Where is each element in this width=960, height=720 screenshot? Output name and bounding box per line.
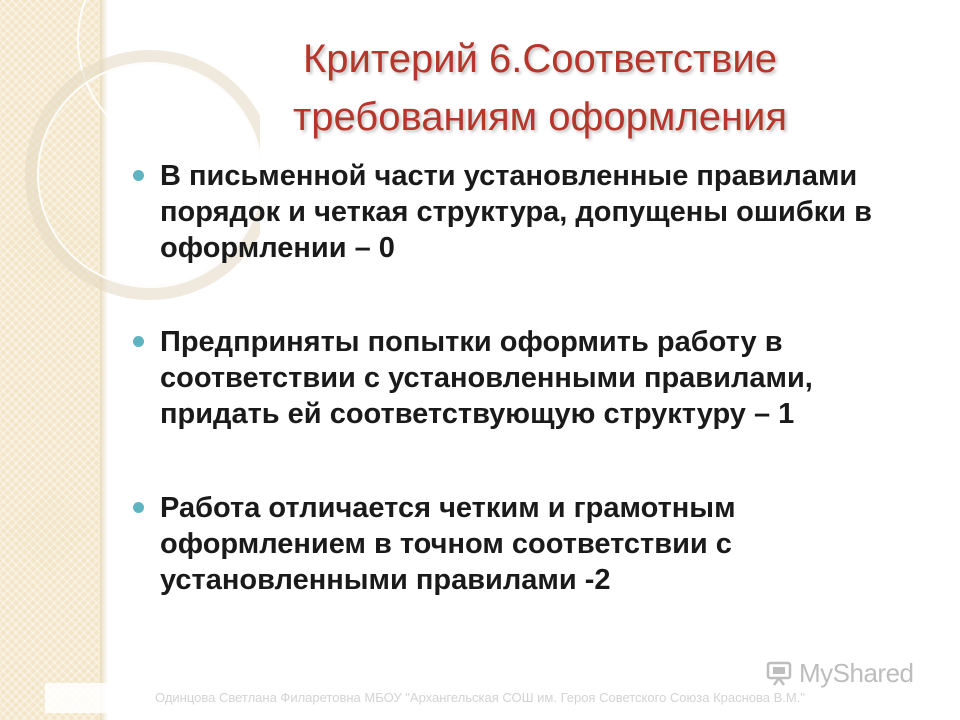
bullet-item-1 — [133, 158, 923, 266]
slide-title — [150, 30, 930, 146]
bullet-dot-icon — [133, 170, 144, 181]
title-line-2: требованиям оформления — [292, 95, 788, 139]
title-line-1: Критерий 6.Соответствие — [303, 37, 777, 81]
bullet-dot-icon — [133, 336, 144, 347]
bullet-dot-icon — [133, 502, 144, 513]
bullet-list — [133, 158, 923, 598]
watermark — [765, 655, 914, 691]
bullet-item-3 — [133, 490, 923, 598]
watermark-text: MyShared — [799, 657, 914, 688]
bullet-text-1: В письменной части установленные правилами порядок и четкая структура, допущены ошибки в оформлении – 0 — [160, 160, 872, 264]
presentation-board-icon — [765, 659, 793, 687]
bullet-text-2: Предприняты попытки оформить работу в соответствии с установленными правилами, придать ей соответствующую структуру – 1 — [160, 326, 813, 430]
bullet-text-3: Работа отличается четким и грамотным оформлением в точном соответствии с установленными правилами -2 — [160, 492, 736, 596]
slide-footer: Одинцова Светлана Филаретовна МБОУ "Архангельская СОШ им. Героя Советского Союза Краснова В.М." — [45, 683, 915, 713]
bullet-item-2 — [133, 324, 923, 432]
